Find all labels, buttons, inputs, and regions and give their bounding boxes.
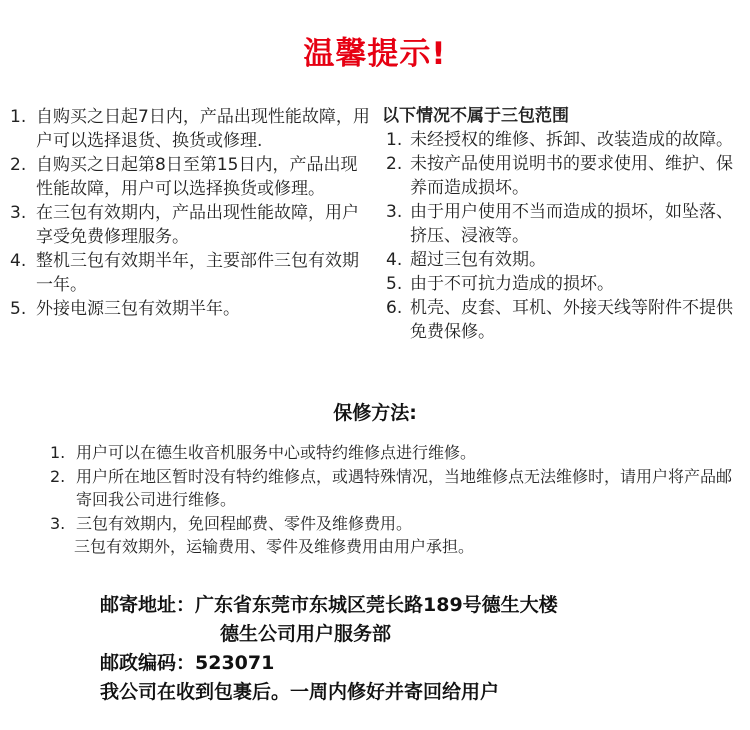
list-item [382, 272, 744, 296]
list-item-number: 5. [10, 299, 27, 319]
list-item-text: 由于用户使用不当而造成的损坏，如坠落、挤压、浸液等。 [410, 202, 733, 246]
list-item-text: 整机三包有效期半年，主要部件三包有效期一年。 [36, 251, 359, 295]
postcode-value: 523071 [195, 652, 275, 674]
exclusions-list [382, 128, 744, 344]
list-item-number: 3. [10, 203, 27, 223]
list-item-text: 超过三包有效期。 [410, 250, 546, 270]
contact-section [100, 591, 740, 707]
repair-method-list [50, 441, 740, 535]
list-item-number: 3. [50, 513, 66, 533]
warranty-list-section [10, 105, 372, 321]
list-item-text: 用户可以在德生收音机服务中心或特约维修点进行维修。 [76, 443, 477, 462]
postcode-row [100, 649, 740, 678]
list-item-text: 用户所在地区暂时没有特约维修点，或遇特殊情况，当地维修点无法维修时，请用户将产品邮寄回我公司进行维修。 [76, 466, 733, 509]
address-line2: 德生公司用户服务部 [220, 623, 392, 645]
list-item-text: 自购买之日起7日内，产品出现性能故障，用户可以选择退货、换货或修理. [36, 107, 370, 151]
list-item [50, 512, 740, 536]
list-item [50, 441, 740, 465]
list-item-number: 5. [386, 274, 403, 294]
repair-method-section [50, 441, 740, 559]
list-item-text: 未按产品使用说明书的要求使用、维护、保养而造成损坏。 [410, 154, 733, 198]
return-note: 我公司在收到包裹后。一周内修好并寄回给用户 [100, 681, 500, 703]
list-item [10, 153, 372, 201]
list-item-text: 由于不可抗力造成的损坏。 [410, 274, 614, 294]
warranty-list [10, 105, 372, 321]
list-item [382, 248, 744, 272]
repair-method-title: 保修方法: [333, 402, 417, 424]
list-item-number: 4. [386, 250, 403, 270]
list-item [382, 200, 744, 248]
list-item-number: 3. [386, 202, 403, 222]
list-item [10, 297, 372, 321]
postcode-label: 邮政编码： [100, 652, 196, 674]
list-item-number: 1. [386, 130, 403, 150]
list-item-number: 2. [386, 154, 403, 174]
list-item-text: 机壳、皮套、耳机、外接天线等附件不提供免费保修。 [410, 298, 733, 342]
list-item-text: 三包有效期内，免回程邮费、零件及维修费用。 [76, 513, 413, 533]
repair-extra-note: 三包有效期外，运输费用、零件及维修费用由用户承担。 [74, 537, 475, 556]
list-item [382, 296, 744, 344]
exclusions-heading: 以下情况不属于三包范围 [382, 106, 569, 126]
list-item [50, 465, 740, 512]
address-value: 广东省东莞市东城区莞长路189号德生大楼 [195, 594, 558, 616]
list-item-number: 1. [50, 443, 66, 462]
list-item-number: 1. [10, 107, 27, 127]
address-row [100, 591, 740, 620]
list-item-number: 2. [10, 155, 27, 175]
list-item-number: 6. [386, 298, 403, 318]
list-item [382, 128, 744, 152]
list-item-number: 2. [50, 466, 66, 486]
list-item [382, 152, 744, 200]
list-item [10, 201, 372, 249]
list-item [10, 249, 372, 297]
list-item-text: 未经授权的维修、拆卸、改装造成的故障。 [410, 130, 733, 150]
exclusions-section [382, 104, 744, 344]
list-item-number: 4. [10, 251, 27, 271]
list-item [10, 105, 372, 153]
list-item-text: 外接电源三包有效期半年。 [36, 299, 240, 319]
list-item-text: 在三包有效期内，产品出现性能故障，用户享受免费修理服务。 [36, 203, 359, 247]
list-item-text: 自购买之日起第8日至第15日内，产品出现性能故障，用户可以选择换货或修理。 [36, 155, 358, 199]
page-title: 温馨提示! [303, 36, 447, 72]
address-label: 邮寄地址： [100, 594, 196, 616]
